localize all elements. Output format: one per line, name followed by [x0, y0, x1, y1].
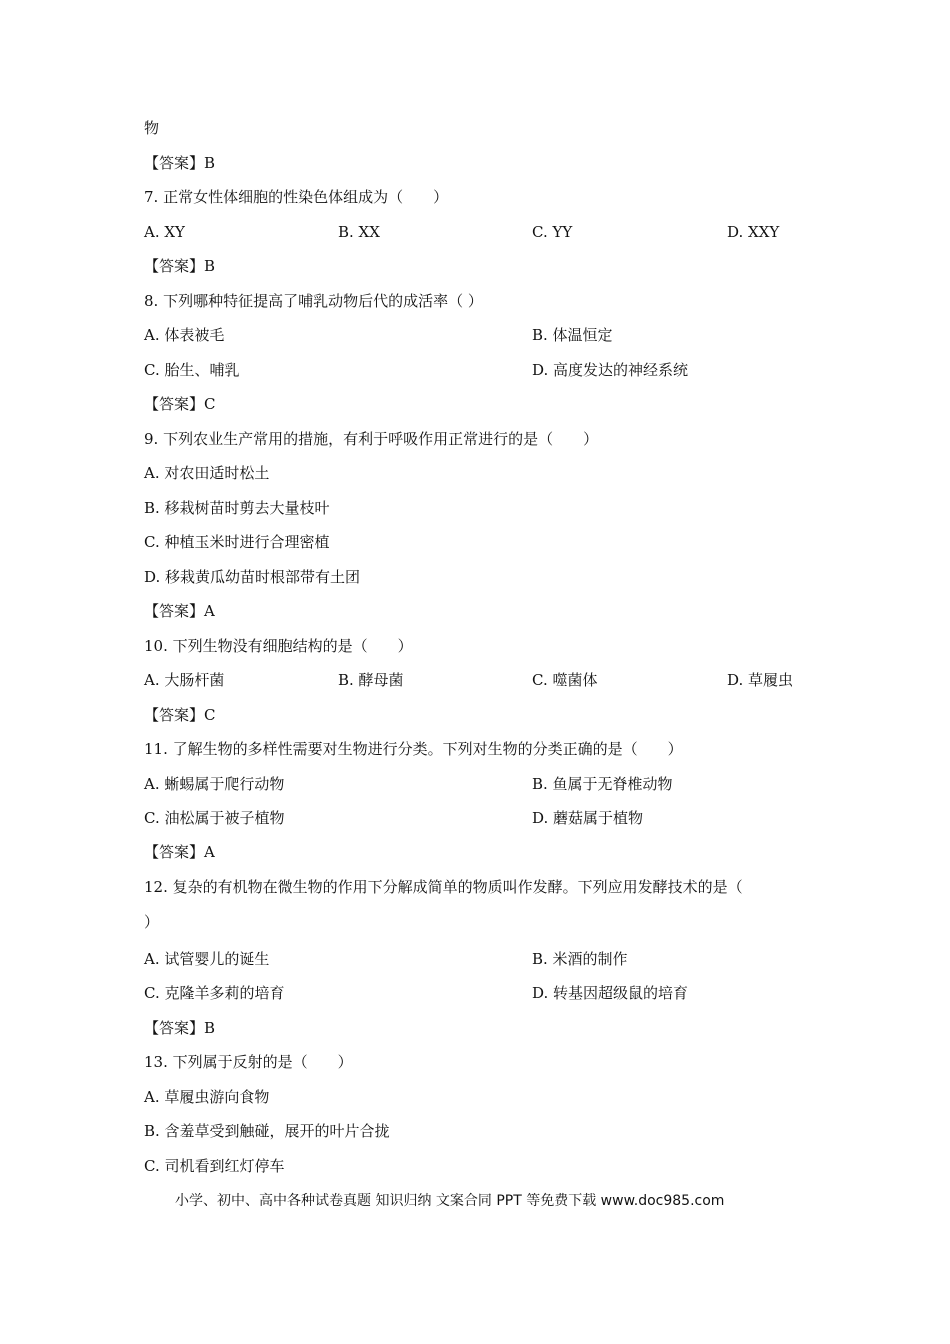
q9-option-a: A. 对农田适时松土	[144, 464, 270, 482]
q8-option-b: B. 体温恒定	[532, 326, 613, 344]
q11-option-c: C. 油松属于被子植物	[144, 809, 285, 827]
q7-option-a: A. XY	[144, 223, 185, 241]
q11-stem: 11. 了解生物的多样性需要对生物进行分类。下列对生物的分类正确的是（ ）	[144, 740, 683, 758]
q8-option-d: D. 高度发达的神经系统	[532, 361, 689, 379]
q10-stem: 10. 下列生物没有细胞结构的是（ ）	[144, 637, 413, 655]
q10-option-a: A. 大肠杆菌	[144, 671, 225, 689]
q12-option-d: D. 转基因超级鼠的培育	[532, 984, 689, 1002]
q10-option-c: C. 噬菌体	[532, 671, 598, 689]
continuation-text: 物	[144, 119, 160, 137]
q13-option-c: C. 司机看到红灯停车	[144, 1157, 285, 1175]
page-footer: 小学、初中、高中各种试卷真题 知识归纳 文案合同 PPT 等免费下载 www.doc985.com	[175, 1193, 725, 1209]
q7-option-b: B. XX	[338, 223, 380, 241]
q13-option-b: B. 含羞草受到触碰，展开的叶片合拢	[144, 1122, 390, 1140]
q12-answer: 【答案】B	[144, 1019, 216, 1037]
q9-option-d: D. 移栽黄瓜幼苗时根部带有土团	[144, 568, 361, 586]
q9-option-c: C. 种植玉米时进行合理密植	[144, 533, 330, 551]
q11-option-b: B. 鱼属于无脊椎动物	[532, 775, 673, 793]
q7-stem: 7. 正常女性体细胞的性染色体组成为（ ）	[144, 188, 449, 206]
q8-stem: 8. 下列哪种特征提高了哺乳动物后代的成活率（ ）	[144, 292, 483, 310]
q8-option-c: C. 胎生、哺乳	[144, 361, 240, 379]
q9-option-b: B. 移栽树苗时剪去大量枝叶	[144, 499, 330, 517]
q10-option-d: D. 草履虫	[727, 671, 794, 689]
q10-option-b: B. 酵母菌	[338, 671, 404, 689]
q12-stem-line2: ）	[144, 913, 160, 931]
q10-answer: 【答案】C	[144, 706, 216, 724]
q12-stem-line1: 12. 复杂的有机物在微生物的作用下分解成简单的物质叫作发酵。下列应用发酵技术的是（	[144, 878, 743, 896]
q9-stem: 9. 下列农业生产常用的措施，有利于呼吸作用正常进行的是（ ）	[144, 430, 599, 448]
q6-answer: 【答案】B	[144, 154, 216, 172]
q7-answer: 【答案】B	[144, 257, 216, 275]
q8-answer: 【答案】C	[144, 395, 216, 413]
q7-option-d: D. XXY	[727, 223, 780, 241]
q11-option-a: A. 蜥蜴属于爬行动物	[144, 775, 285, 793]
q12-option-c: C. 克隆羊多莉的培育	[144, 984, 285, 1002]
q12-option-a: A. 试管婴儿的诞生	[144, 950, 270, 968]
q13-stem: 13. 下列属于反射的是（ ）	[144, 1053, 353, 1071]
q11-answer: 【答案】A	[144, 843, 215, 861]
q11-option-d: D. 蘑菇属于植物	[532, 809, 644, 827]
q8-option-a: A. 体表被毛	[144, 326, 225, 344]
q7-option-c: C. YY	[532, 223, 573, 241]
q9-answer: 【答案】A	[144, 602, 215, 620]
q13-option-a: A. 草履虫游向食物	[144, 1088, 270, 1106]
q12-option-b: B. 米酒的制作	[532, 950, 628, 968]
